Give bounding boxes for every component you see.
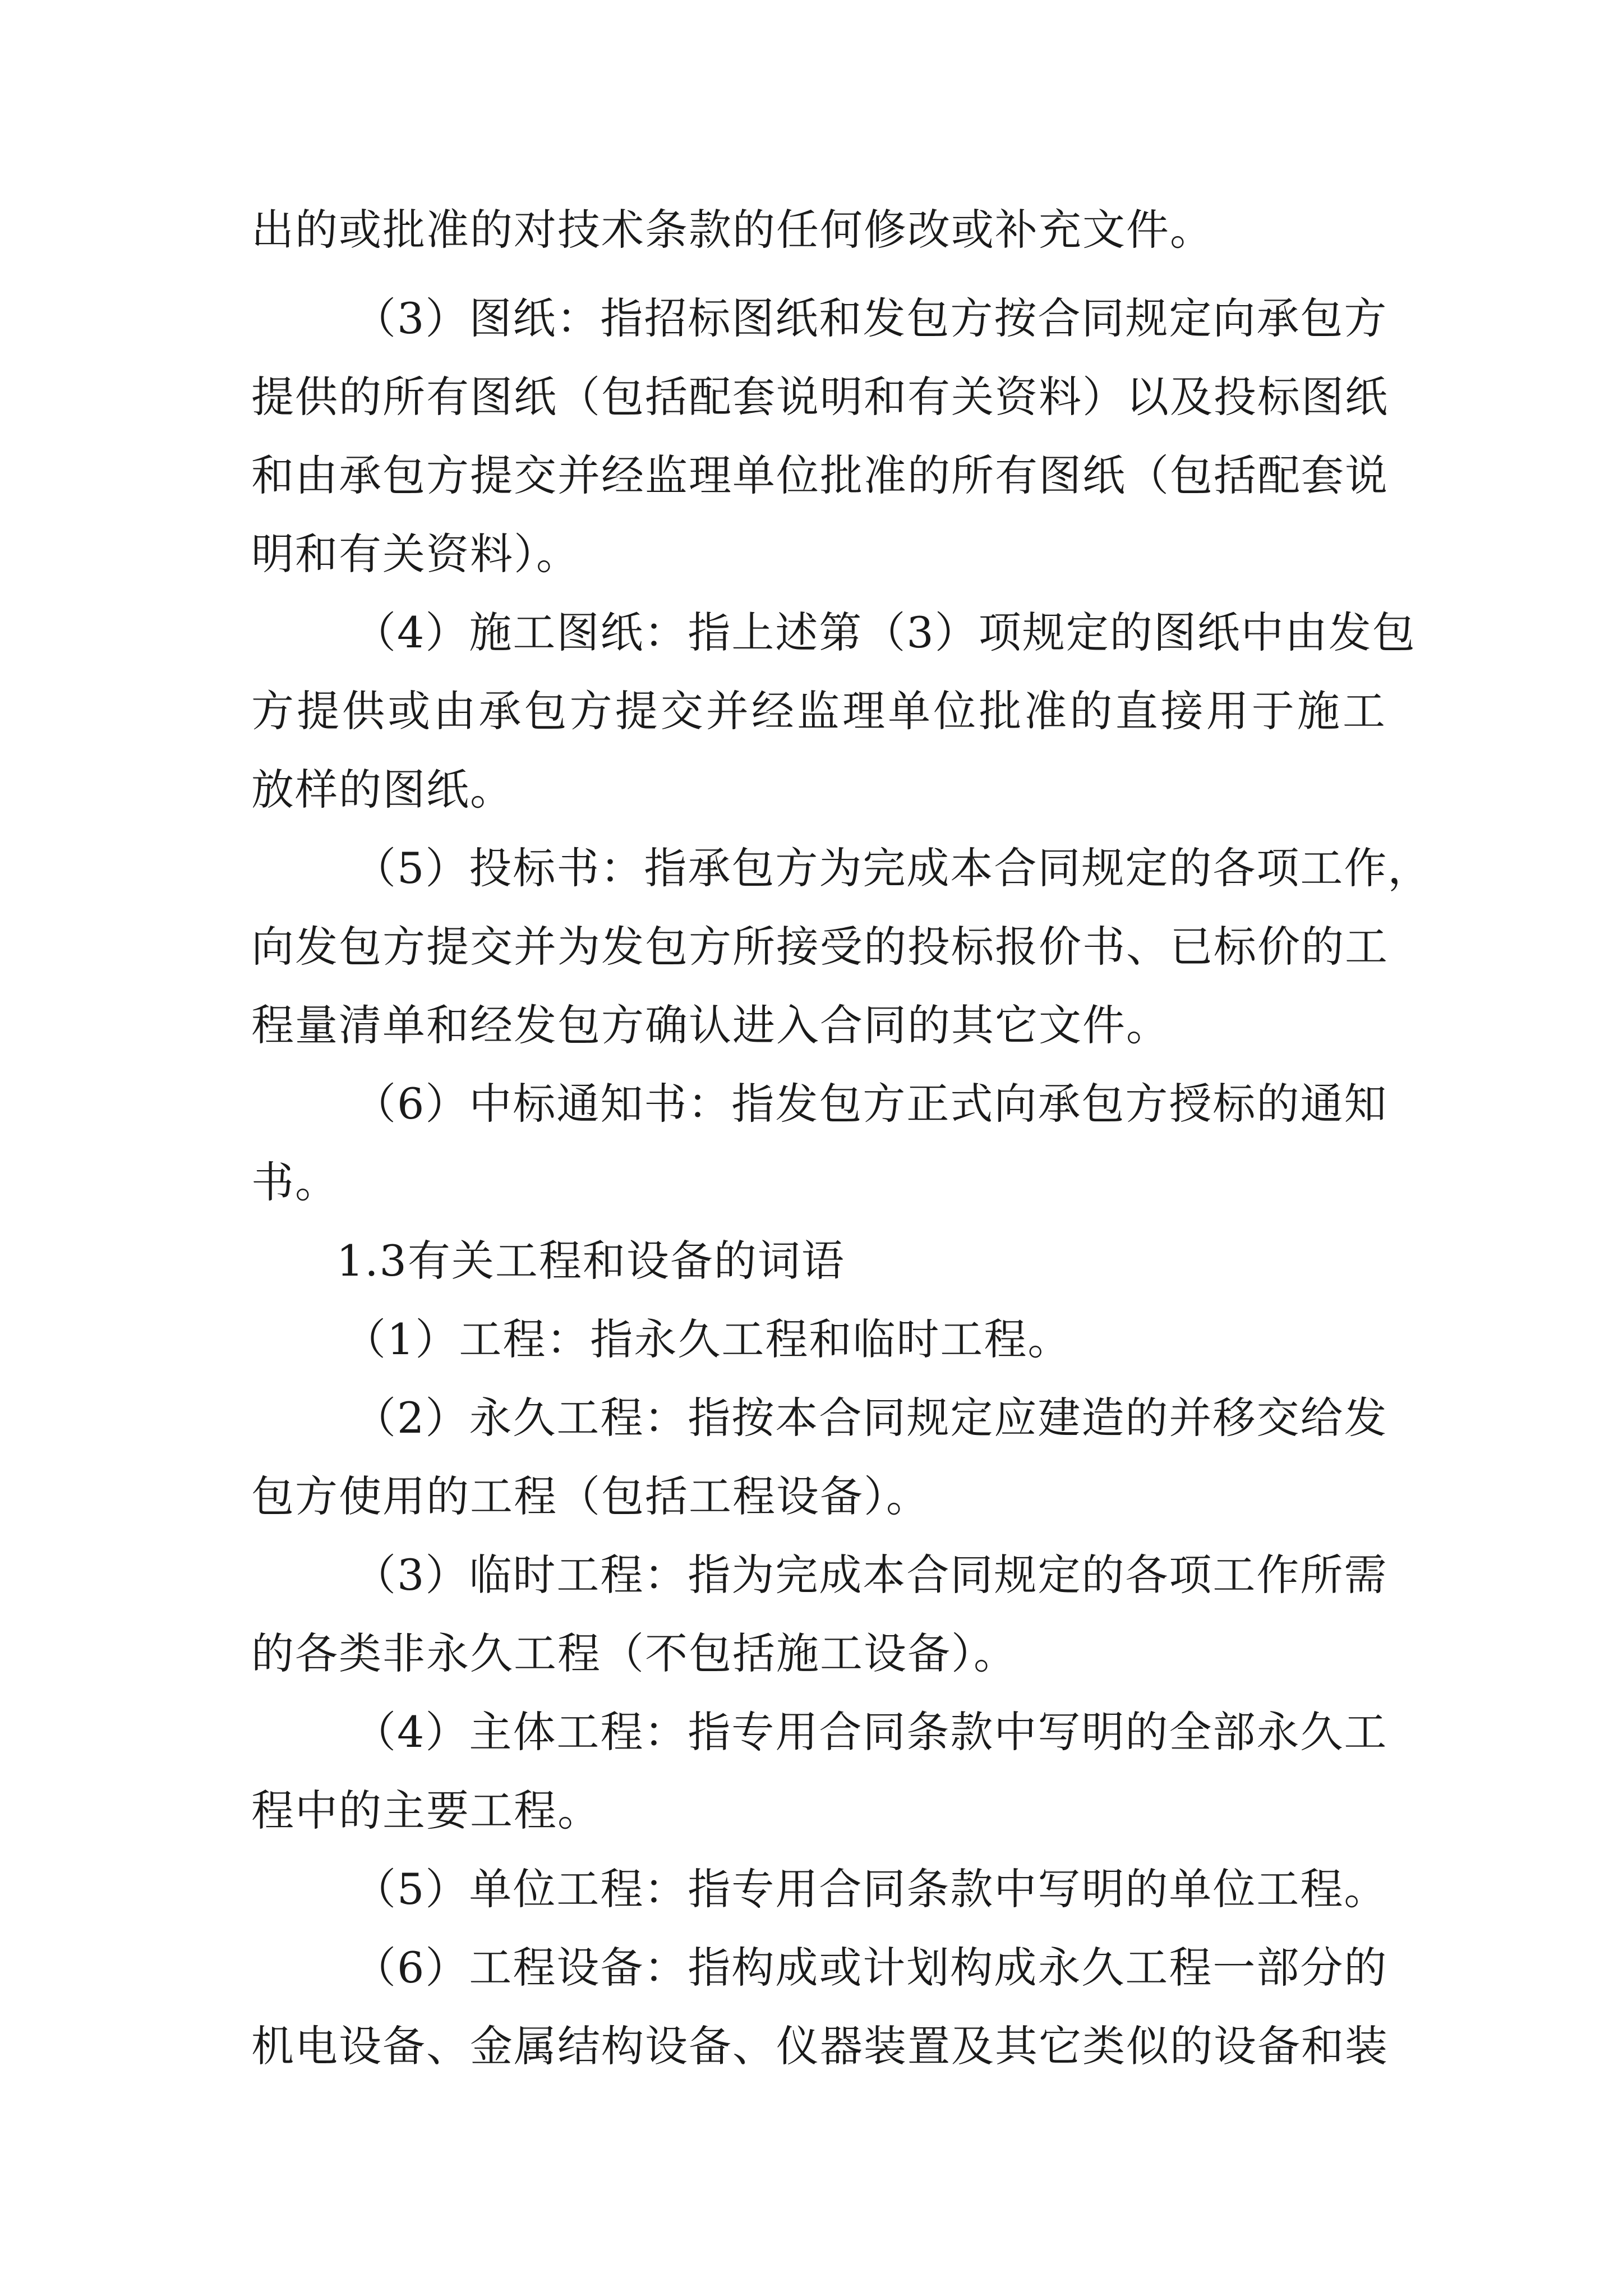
text-line: 向发包方提交并为发包方所接受的投标报价书、已标价的工	[251, 922, 1389, 972]
text-line: 提供的所有图纸（包括配套说明和有关资料）以及投标图纸	[251, 372, 1389, 422]
text-line: 放样的图纸。	[251, 765, 514, 815]
text-line: 出的或批准的对技术条款的任何修改或补充文件。	[251, 205, 1214, 255]
text-line: 程中的主要工程。	[251, 1786, 601, 1835]
text-line: （4）主体工程：指专用合同条款中写明的全部永久工	[353, 1707, 1388, 1757]
text-line: （2）永久工程：指按本合同规定应建造的并移交给发	[353, 1393, 1388, 1443]
text-line: 书。	[251, 1157, 339, 1207]
text-line: （1）工程：指永久工程和临时工程。	[343, 1314, 1072, 1364]
text-line: （4）施工图纸：指上述第（3）项规定的图纸中由发包	[353, 608, 1416, 657]
text-line: （3）图纸：指招标图纸和发包方按合同规定向承包方	[353, 293, 1388, 343]
text-line: （3）临时工程：指为完成本合同规定的各项工作所需	[353, 1550, 1388, 1600]
text-line: （5）单位工程：指专用合同条款中写明的单位工程。	[353, 1864, 1388, 1914]
text-line: 包方使用的工程（包括工程设备）。	[251, 1471, 930, 1521]
text-line: 程量清单和经发包方确认进入合同的其它文件。	[251, 1000, 1170, 1050]
text-line: （6）工程设备：指构成或计划构成永久工程一部分的	[353, 1943, 1388, 1993]
text-line: 明和有关资料）。	[251, 529, 580, 579]
section-heading: 1.3有关工程和设备的词语	[336, 1236, 845, 1286]
text-line: 的各类非永久工程（不包括施工设备）。	[251, 1628, 1017, 1678]
text-line: 机电设备、金属结构设备、仪器装置及其它类似的设备和装	[251, 2021, 1389, 2071]
text-line: （6）中标通知书：指发包方正式向承包方授标的通知	[353, 1079, 1388, 1129]
text-line: （5）投标书：指承包方为完成本合同规定的各项工作，	[353, 843, 1432, 893]
text-line: 和由承包方提交并经监理单位批准的所有图纸（包括配套说	[251, 450, 1389, 500]
text-line: 方提供或由承包方提交并经监理单位批准的直接用于施工	[251, 686, 1386, 736]
